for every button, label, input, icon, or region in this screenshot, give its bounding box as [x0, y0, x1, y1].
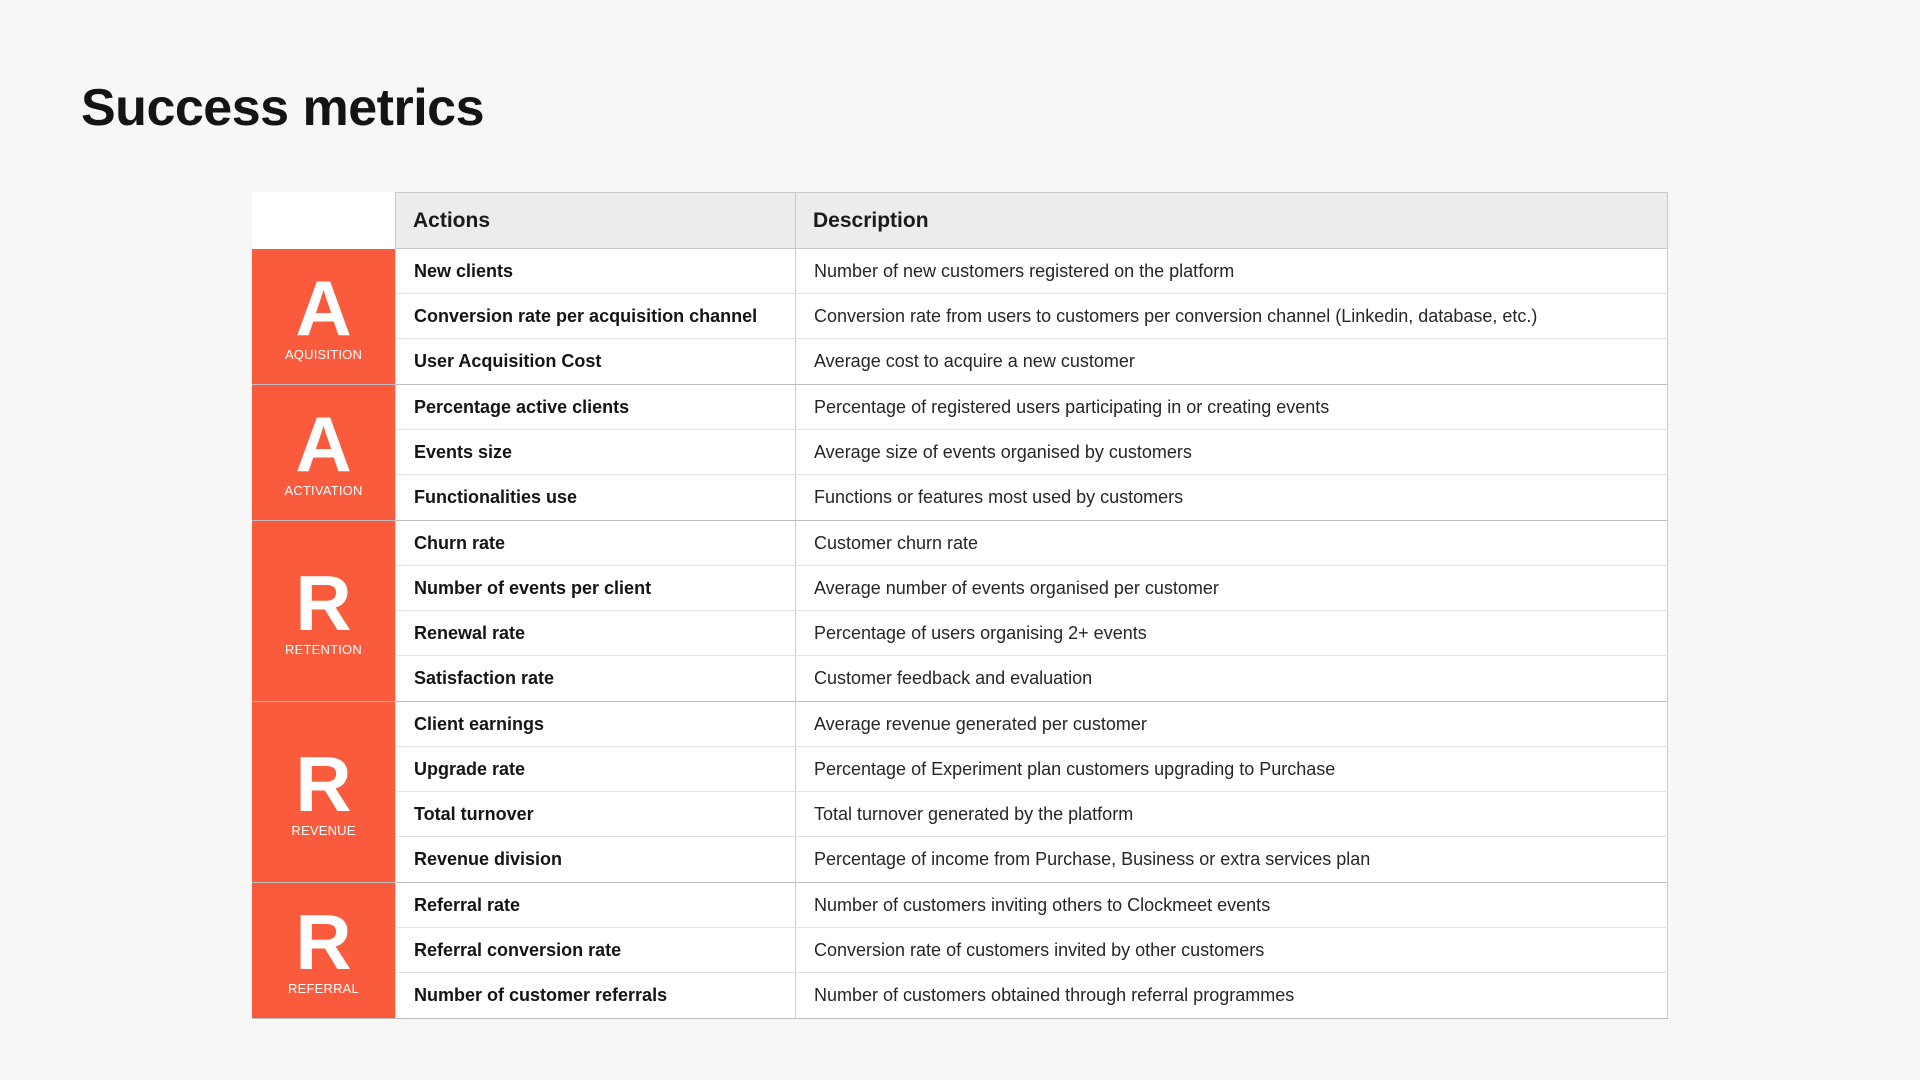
- table-row: [395, 611, 1668, 656]
- description-cell: Average cost to acquire a new customer: [795, 339, 1668, 384]
- header-description: Description: [795, 192, 1668, 249]
- action-cell: Percentage active clients: [395, 385, 795, 429]
- table-row: [395, 566, 1668, 611]
- badge-label: REFERRAL: [288, 981, 359, 996]
- description-cell: Conversion rate of customers invited by other customers: [795, 928, 1668, 972]
- table-row: [395, 656, 1668, 701]
- action-cell: Number of events per client: [395, 566, 795, 610]
- header-actions: Actions: [395, 192, 795, 249]
- action-cell: Referral conversion rate: [395, 928, 795, 972]
- group-rows: [395, 249, 1668, 384]
- description-cell: Customer churn rate: [795, 521, 1668, 565]
- badge-label: AQUISITION: [284, 347, 363, 362]
- description-cell: Number of new customers registered on the platform: [795, 249, 1668, 293]
- table-row: [395, 475, 1668, 520]
- action-cell: Client earnings: [395, 702, 795, 746]
- metrics-table: [252, 192, 1668, 1019]
- badge-letter: R: [295, 898, 352, 986]
- badge-revenue: [252, 702, 395, 882]
- description-cell: Total turnover generated by the platform: [795, 792, 1668, 836]
- action-cell: Churn rate: [395, 521, 795, 565]
- group-referral: [252, 883, 1668, 1019]
- action-cell: New clients: [395, 249, 795, 293]
- group-revenue: [252, 702, 1668, 883]
- description-cell: Number of customers inviting others to Clockmeet events: [795, 883, 1668, 927]
- description-cell: Average size of events organised by customers: [795, 430, 1668, 474]
- header-spacer: [252, 192, 395, 249]
- description-cell: Average revenue generated per customer: [795, 702, 1668, 746]
- action-cell: User Acquisition Cost: [395, 339, 795, 384]
- group-rows: [395, 385, 1668, 520]
- table-header: [252, 192, 1668, 249]
- group-retention: [252, 521, 1668, 702]
- table-row: [395, 339, 1668, 384]
- badge-retention: [252, 521, 395, 701]
- description-cell: Number of customers obtained through referral programmes: [795, 973, 1668, 1018]
- badge-label: REVENUE: [291, 822, 356, 838]
- table-row: [395, 430, 1668, 475]
- description-cell: Customer feedback and evaluation: [795, 656, 1668, 701]
- action-cell: Total turnover: [395, 792, 795, 836]
- badge-activation: [252, 385, 395, 520]
- table-row: [395, 792, 1668, 837]
- table-row: [395, 249, 1668, 294]
- action-cell: Satisfaction rate: [395, 656, 795, 701]
- table-row: [395, 702, 1668, 747]
- page-title: Success metrics: [81, 79, 484, 137]
- badge-letter: A: [295, 400, 352, 488]
- group-rows: [395, 702, 1668, 882]
- description-cell: Percentage of income from Purchase, Business or extra services plan: [795, 837, 1668, 882]
- badge-letter: R: [295, 739, 352, 828]
- action-cell: Upgrade rate: [395, 747, 795, 791]
- badge-label: ACTIVATION: [284, 483, 363, 498]
- description-cell: Average number of events organised per customer: [795, 566, 1668, 610]
- badge-letter: R: [295, 558, 352, 647]
- table-row: [395, 883, 1668, 928]
- description-cell: Percentage of registered users participating in or creating events: [795, 385, 1668, 429]
- group-aquisition: [252, 249, 1668, 385]
- table-row: [395, 521, 1668, 566]
- description-cell: Functions or features most used by customers: [795, 475, 1668, 520]
- table-row: [395, 385, 1668, 430]
- badge-aquisition: [252, 249, 395, 384]
- description-cell: Conversion rate from users to customers per conversion channel (Linkedin, database, etc.): [795, 294, 1668, 338]
- action-cell: Renewal rate: [395, 611, 795, 655]
- description-cell: Percentage of users organising 2+ events: [795, 611, 1668, 655]
- action-cell: Revenue division: [395, 837, 795, 882]
- action-cell: Events size: [395, 430, 795, 474]
- action-cell: Referral rate: [395, 883, 795, 927]
- table-row: [395, 294, 1668, 339]
- action-cell: Number of customer referrals: [395, 973, 795, 1018]
- group-rows: [395, 521, 1668, 701]
- badge-label: RETENTION: [285, 641, 362, 657]
- badge-letter: A: [295, 264, 352, 352]
- badge-referral: [252, 883, 395, 1018]
- group-activation: [252, 385, 1668, 521]
- table-row: [395, 837, 1668, 882]
- table-row: [395, 747, 1668, 792]
- table-row: [395, 973, 1668, 1018]
- group-rows: [395, 883, 1668, 1018]
- table-row: [395, 928, 1668, 973]
- action-cell: Functionalities use: [395, 475, 795, 520]
- description-cell: Percentage of Experiment plan customers upgrading to Purchase: [795, 747, 1668, 791]
- action-cell: Conversion rate per acquisition channel: [395, 294, 795, 338]
